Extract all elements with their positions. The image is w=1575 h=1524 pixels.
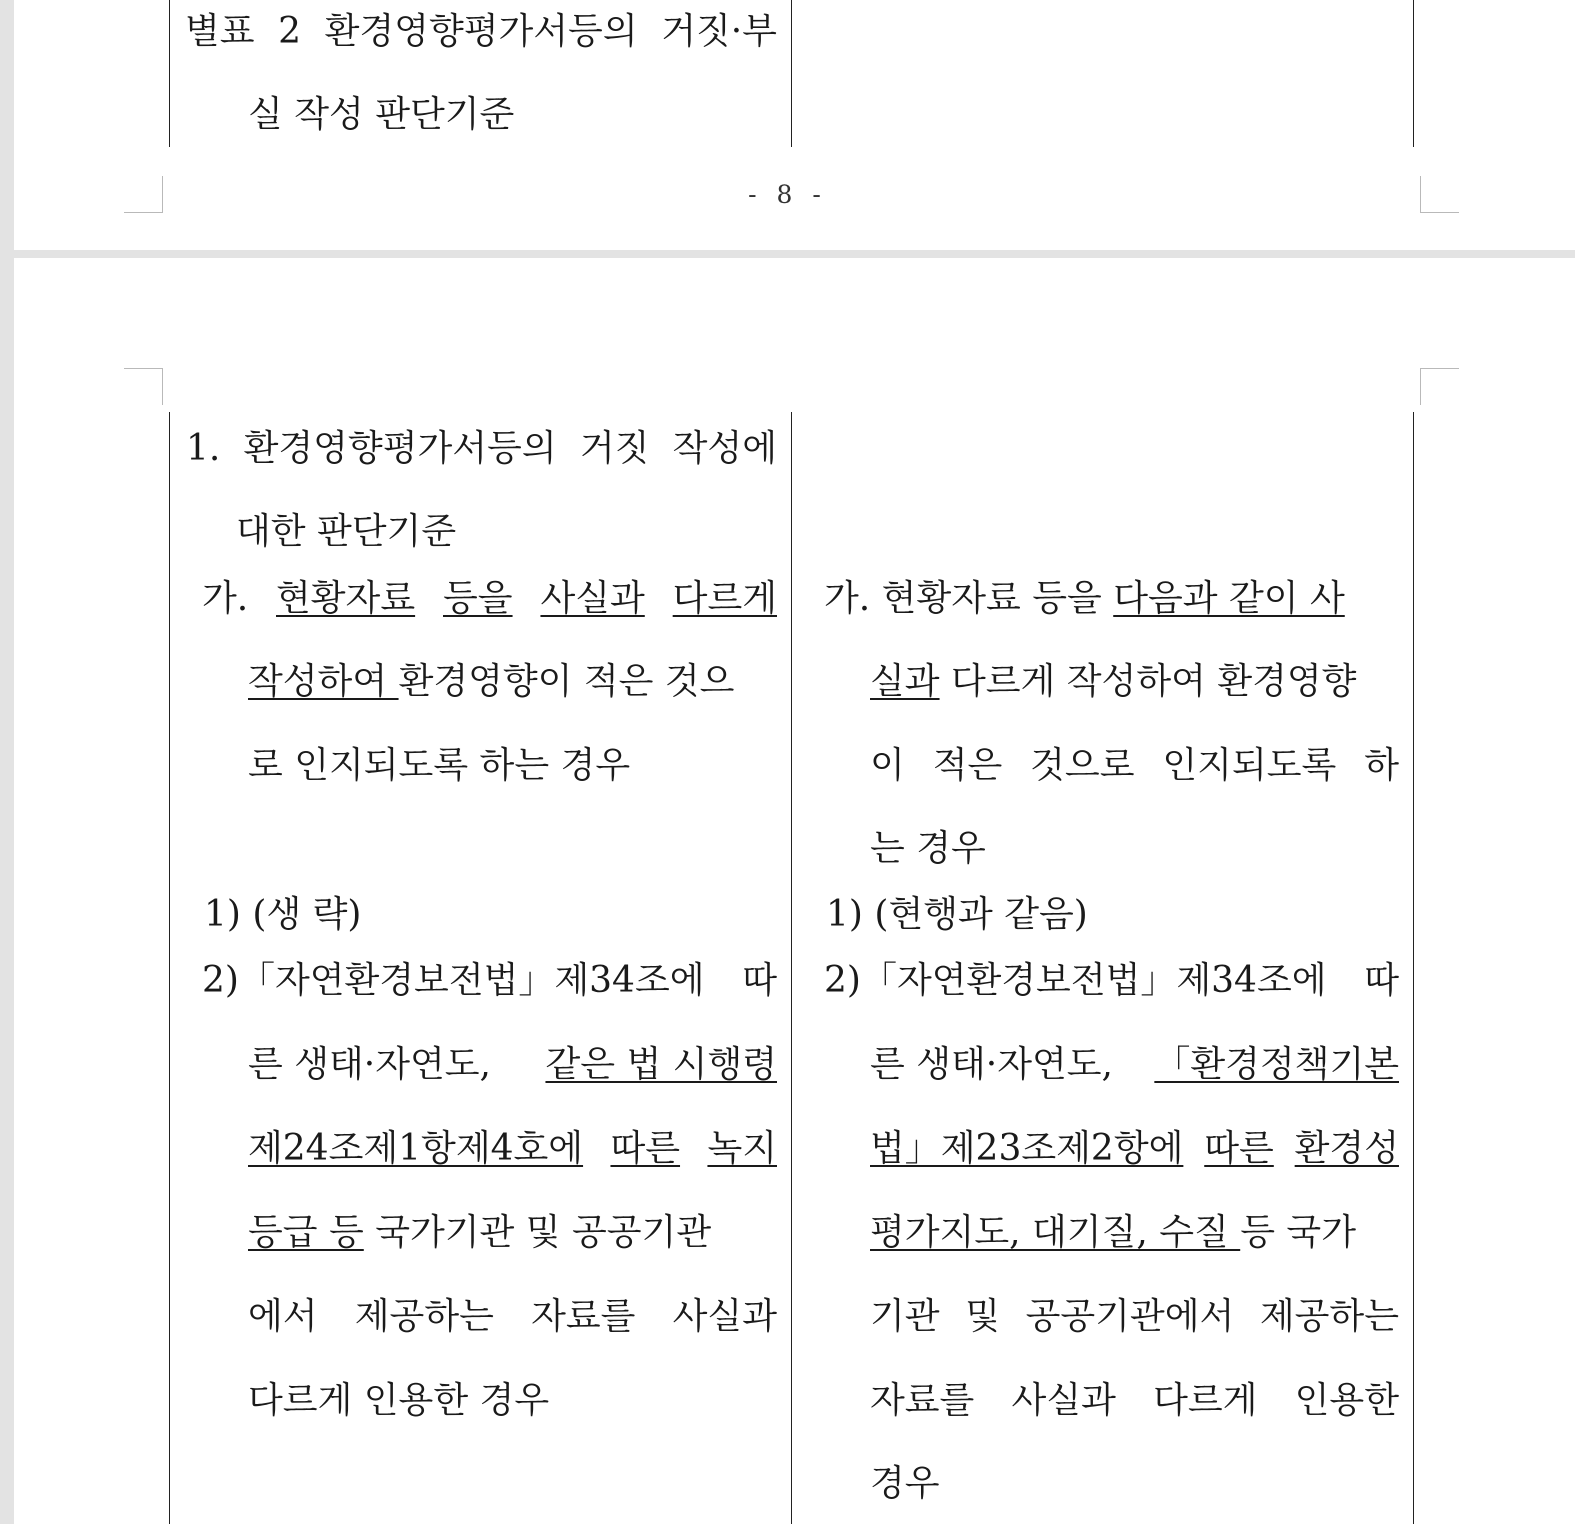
appendix-title-line1: [185, 10, 777, 54]
underlined-text: 실과: [870, 661, 940, 702]
word: 자료를: [531, 1296, 636, 1337]
sub-item-2-line1: [824, 959, 1399, 1003]
word: 하: [1364, 745, 1399, 786]
table-border-middle: [791, 0, 792, 147]
word: 녹지: [707, 1128, 777, 1169]
section-heading-line2: 대한 판단기준: [236, 511, 457, 552]
word: 이: [870, 745, 905, 786]
word: 별표: [185, 11, 255, 52]
word: 현황자료: [276, 578, 416, 619]
word: 사실과: [1011, 1380, 1116, 1421]
table-border-right: [1413, 412, 1414, 1524]
underlined-text: 등급 등: [248, 1212, 364, 1253]
word: 제공하는: [354, 1296, 494, 1337]
word: 에서: [248, 1296, 318, 1337]
word: 공공기관에서: [1025, 1296, 1235, 1337]
word: 다르게: [1153, 1380, 1258, 1421]
appendix-title-line2: 실 작성 판단기준: [248, 94, 515, 135]
section-heading-line1: [186, 427, 777, 471]
word: 따른: [610, 1128, 681, 1169]
sub-item-2-tail: 따: [742, 960, 777, 1001]
word: 것으로: [1030, 745, 1135, 786]
word: 법」제23조제2항에: [870, 1128, 1184, 1169]
word: 환경성: [1294, 1128, 1399, 1169]
word: 제24조제1항제4호에: [248, 1128, 584, 1169]
sub-item-2-line6: [870, 1379, 1399, 1423]
page-number: - 8 -: [748, 180, 827, 209]
underlined-text: 작성하여: [248, 661, 399, 702]
sub-item-2-line6: 다르게 인용한 경우: [248, 1380, 550, 1421]
underlined-text: 평가지도, 대기질, 수질: [870, 1212, 1241, 1253]
underlined-text: 다음과 같이 사: [1113, 578, 1345, 619]
item-ga-line3: [870, 744, 1399, 788]
word: 적은: [932, 745, 1003, 786]
word: 자료를: [870, 1380, 975, 1421]
crop-mark-right: [1420, 368, 1459, 405]
item-ga-line1: [824, 577, 1399, 621]
word: 제공하는: [1259, 1296, 1399, 1337]
word: 기관: [870, 1296, 940, 1337]
sub-item-2-line4: [248, 1211, 777, 1255]
sub-item-2-text: 2)「자연환경보전법」제34조에: [202, 960, 705, 1001]
word: 따른: [1204, 1128, 1274, 1169]
word: 인용한: [1294, 1380, 1399, 1421]
word: 환경영향평가서등의: [243, 428, 557, 469]
word: 2: [278, 11, 302, 52]
sub-item-2-line7: 경우: [870, 1463, 940, 1504]
item-ga-line3: 로 인지되도록 하는 경우: [248, 745, 631, 786]
plain-text: 환경영향이 적은 것으: [398, 661, 735, 702]
sub-item-2-line5: [870, 1295, 1399, 1339]
plain-text: 다르게 작성하여 환경영향: [939, 661, 1357, 702]
word: 사실과: [672, 1296, 777, 1337]
table-border-right: [1413, 0, 1414, 147]
word: 다르게: [672, 578, 777, 619]
sub-item-2-line5: [248, 1295, 777, 1339]
sub-item-2-line1: [202, 959, 777, 1003]
underlined-text: 같은 법 시행령: [545, 1044, 777, 1085]
word: 환경영향평가서등의: [324, 11, 638, 52]
word: 등을: [443, 578, 513, 619]
word: 1.: [186, 428, 221, 469]
item-ga-prefix: 가.: [202, 578, 249, 619]
crop-mark-left: [124, 368, 163, 405]
underlined-text: 「환경정책기본: [1154, 1044, 1399, 1085]
item-ga-line4: 는 경우: [870, 828, 986, 869]
sub-item-2-line3: [248, 1127, 777, 1171]
sub-item-1: 1) (생 략): [204, 894, 362, 935]
sub-item-2-tail: 따: [1364, 960, 1399, 1001]
sub-item-2-line2: [870, 1043, 1399, 1087]
sub-item-2-line2: [248, 1043, 777, 1087]
table-border-left: [169, 0, 170, 147]
table-border-left: [169, 412, 170, 1524]
table-border-middle: [791, 412, 792, 1524]
sub-item-2-text: 2)「자연환경보전법」제34조에: [824, 960, 1327, 1001]
plain-text: 국가기관 및 공공기관: [363, 1212, 712, 1253]
plain-text: 른 생태·자연도,: [870, 1044, 1113, 1085]
word: 거짓·부: [661, 11, 777, 52]
plain-text: 등 국가: [1240, 1212, 1356, 1253]
word: 거짓: [579, 428, 650, 469]
plain-text: 른 생태·자연도,: [248, 1044, 491, 1085]
item-ga-line2: [248, 660, 777, 704]
sub-item-2-line3: [870, 1127, 1399, 1171]
word: 사실과: [540, 578, 645, 619]
word: 및: [965, 1296, 1000, 1337]
plain-text: 가. 현황자료 등을: [824, 578, 1114, 619]
word: 인지되도록: [1162, 745, 1337, 786]
word: 작성에: [672, 428, 777, 469]
sub-item-1: 1) (현행과 같음): [826, 894, 1088, 935]
sub-item-2-line4: [870, 1211, 1399, 1255]
item-ga-line2: [870, 660, 1399, 704]
item-ga-line1: [276, 577, 777, 621]
